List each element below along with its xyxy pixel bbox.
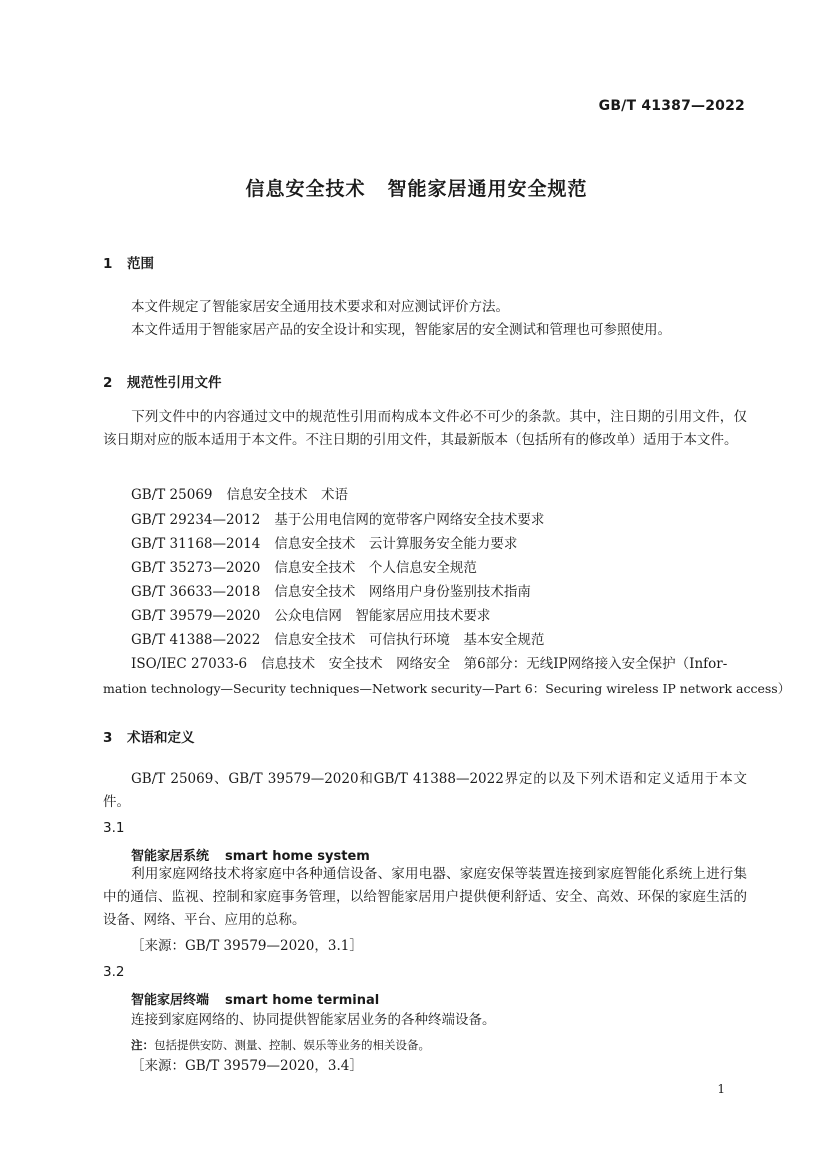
term-source: ［来源：GB/T 39579—2020，3.1］ [131, 938, 363, 954]
note-label: 注： [131, 1038, 154, 1052]
reference-title: 公众电信网 智能家居应用技术要求 [274, 608, 491, 624]
term-definition: 利用家庭网络技术将家庭中各种通信设备、家用电器、家庭安保等装置连接到家庭智能化系统上进行集中的通信、监视、控制和家庭事务管理，以给智能家居用户提供便利舒适、安全、高效、环保的家庭生活的设备、网络、平台、应用的总称。 [103, 866, 747, 928]
term-heading [131, 989, 379, 1008]
reference-title: 信息安全技术 个人信息安全规范 [274, 560, 477, 576]
reference-title: 基于公用电信网的宽带客户网络安全技术要求 [274, 512, 545, 528]
standard-code: GB/T 41387—2022 [598, 98, 745, 114]
section-title: 范围 [127, 256, 154, 272]
document-title [0, 174, 833, 201]
title-part-1: 信息安全技术 [245, 178, 366, 200]
reference-item [131, 509, 544, 532]
term-definition: 连接到家庭网络的、协同提供智能家居业务的各种终端设备。 [131, 1012, 496, 1028]
reference-code: GB/T 35273—2020 [131, 560, 261, 576]
page-number: 1 [717, 1082, 725, 1096]
section-heading-terms [103, 726, 195, 746]
reference-item [131, 484, 348, 507]
title-part-2: 智能家居通用安全规范 [387, 178, 588, 200]
term-note [131, 1037, 430, 1053]
term-en: smart home system [225, 849, 370, 864]
term-source: ［来源：GB/T 39579—2020，3.4］ [131, 1058, 363, 1074]
section-heading-scope [103, 252, 154, 272]
clause-number: 3.2 [103, 964, 125, 980]
reference-code: GB/T 31168—2014 [131, 536, 261, 552]
term-zh: 智能家居终端 [131, 993, 210, 1008]
section-number: 2 [103, 375, 113, 391]
reference-item [131, 605, 490, 628]
references-intro: 下列文件中的内容通过文中的规范性引用而构成本文件必不可少的条款。其中，注日期的引用文件，仅该日期对应的版本适用于本文件。不注日期的引用文件，其最新版本（包括所有的修改单）适用于本文件。 [103, 409, 747, 448]
reference-title: 信息安全技术 术语 [226, 487, 348, 503]
reference-code: GB/T 39579—2020 [131, 608, 261, 624]
reference-title: 信息技术 安全技术 网络安全 第6部分：无线IP网络接入安全保护（Infor- [261, 656, 728, 672]
term-zh: 智能家居系统 [131, 849, 210, 864]
section-title: 术语和定义 [127, 730, 195, 746]
section-number: 3 [103, 730, 113, 746]
section-number: 1 [103, 256, 113, 272]
note-text: 包括提供安防、测量、控制、娱乐等业务的相关设备。 [154, 1038, 430, 1052]
reference-item [131, 581, 531, 604]
term-en: smart home terminal [225, 993, 380, 1008]
term-heading [131, 845, 370, 864]
reference-code: GB/T 29234—2012 [131, 512, 261, 528]
section-heading-normative-references [103, 371, 222, 391]
reference-title: 信息安全技术 可信执行环境 基本安全规范 [274, 632, 545, 648]
reference-item-iso [131, 653, 727, 676]
section-title: 规范性引用文件 [127, 375, 222, 391]
reference-code: GB/T 25069 [131, 487, 213, 503]
reference-item-iso-continued: mation technology—Security techniques—Network security—Part 6：Securing wireless IP network access） [103, 681, 791, 696]
terms-intro: GB/T 25069、GB/T 39579—2020和GB/T 41388—2022界定的以及下列术语和定义适用于本文件。 [103, 771, 747, 810]
clause-number: 3.1 [103, 820, 125, 836]
reference-item [131, 557, 477, 580]
reference-title: 信息安全技术 网络用户身份鉴别技术指南 [274, 584, 531, 600]
scope-paragraph-1: 本文件规定了智能家居安全通用技术要求和对应测试评价方法。 [131, 299, 509, 315]
reference-code: ISO/IEC 27033-6 [131, 656, 248, 672]
reference-code: GB/T 36633—2018 [131, 584, 261, 600]
reference-item [131, 533, 517, 556]
scope-paragraph-2: 本文件适用于智能家居产品的安全设计和实现，智能家居的安全测试和管理也可参照使用。 [131, 322, 671, 338]
reference-item [131, 629, 544, 652]
reference-title: 信息安全技术 云计算服务安全能力要求 [274, 536, 518, 552]
reference-code: GB/T 41388—2022 [131, 632, 261, 648]
